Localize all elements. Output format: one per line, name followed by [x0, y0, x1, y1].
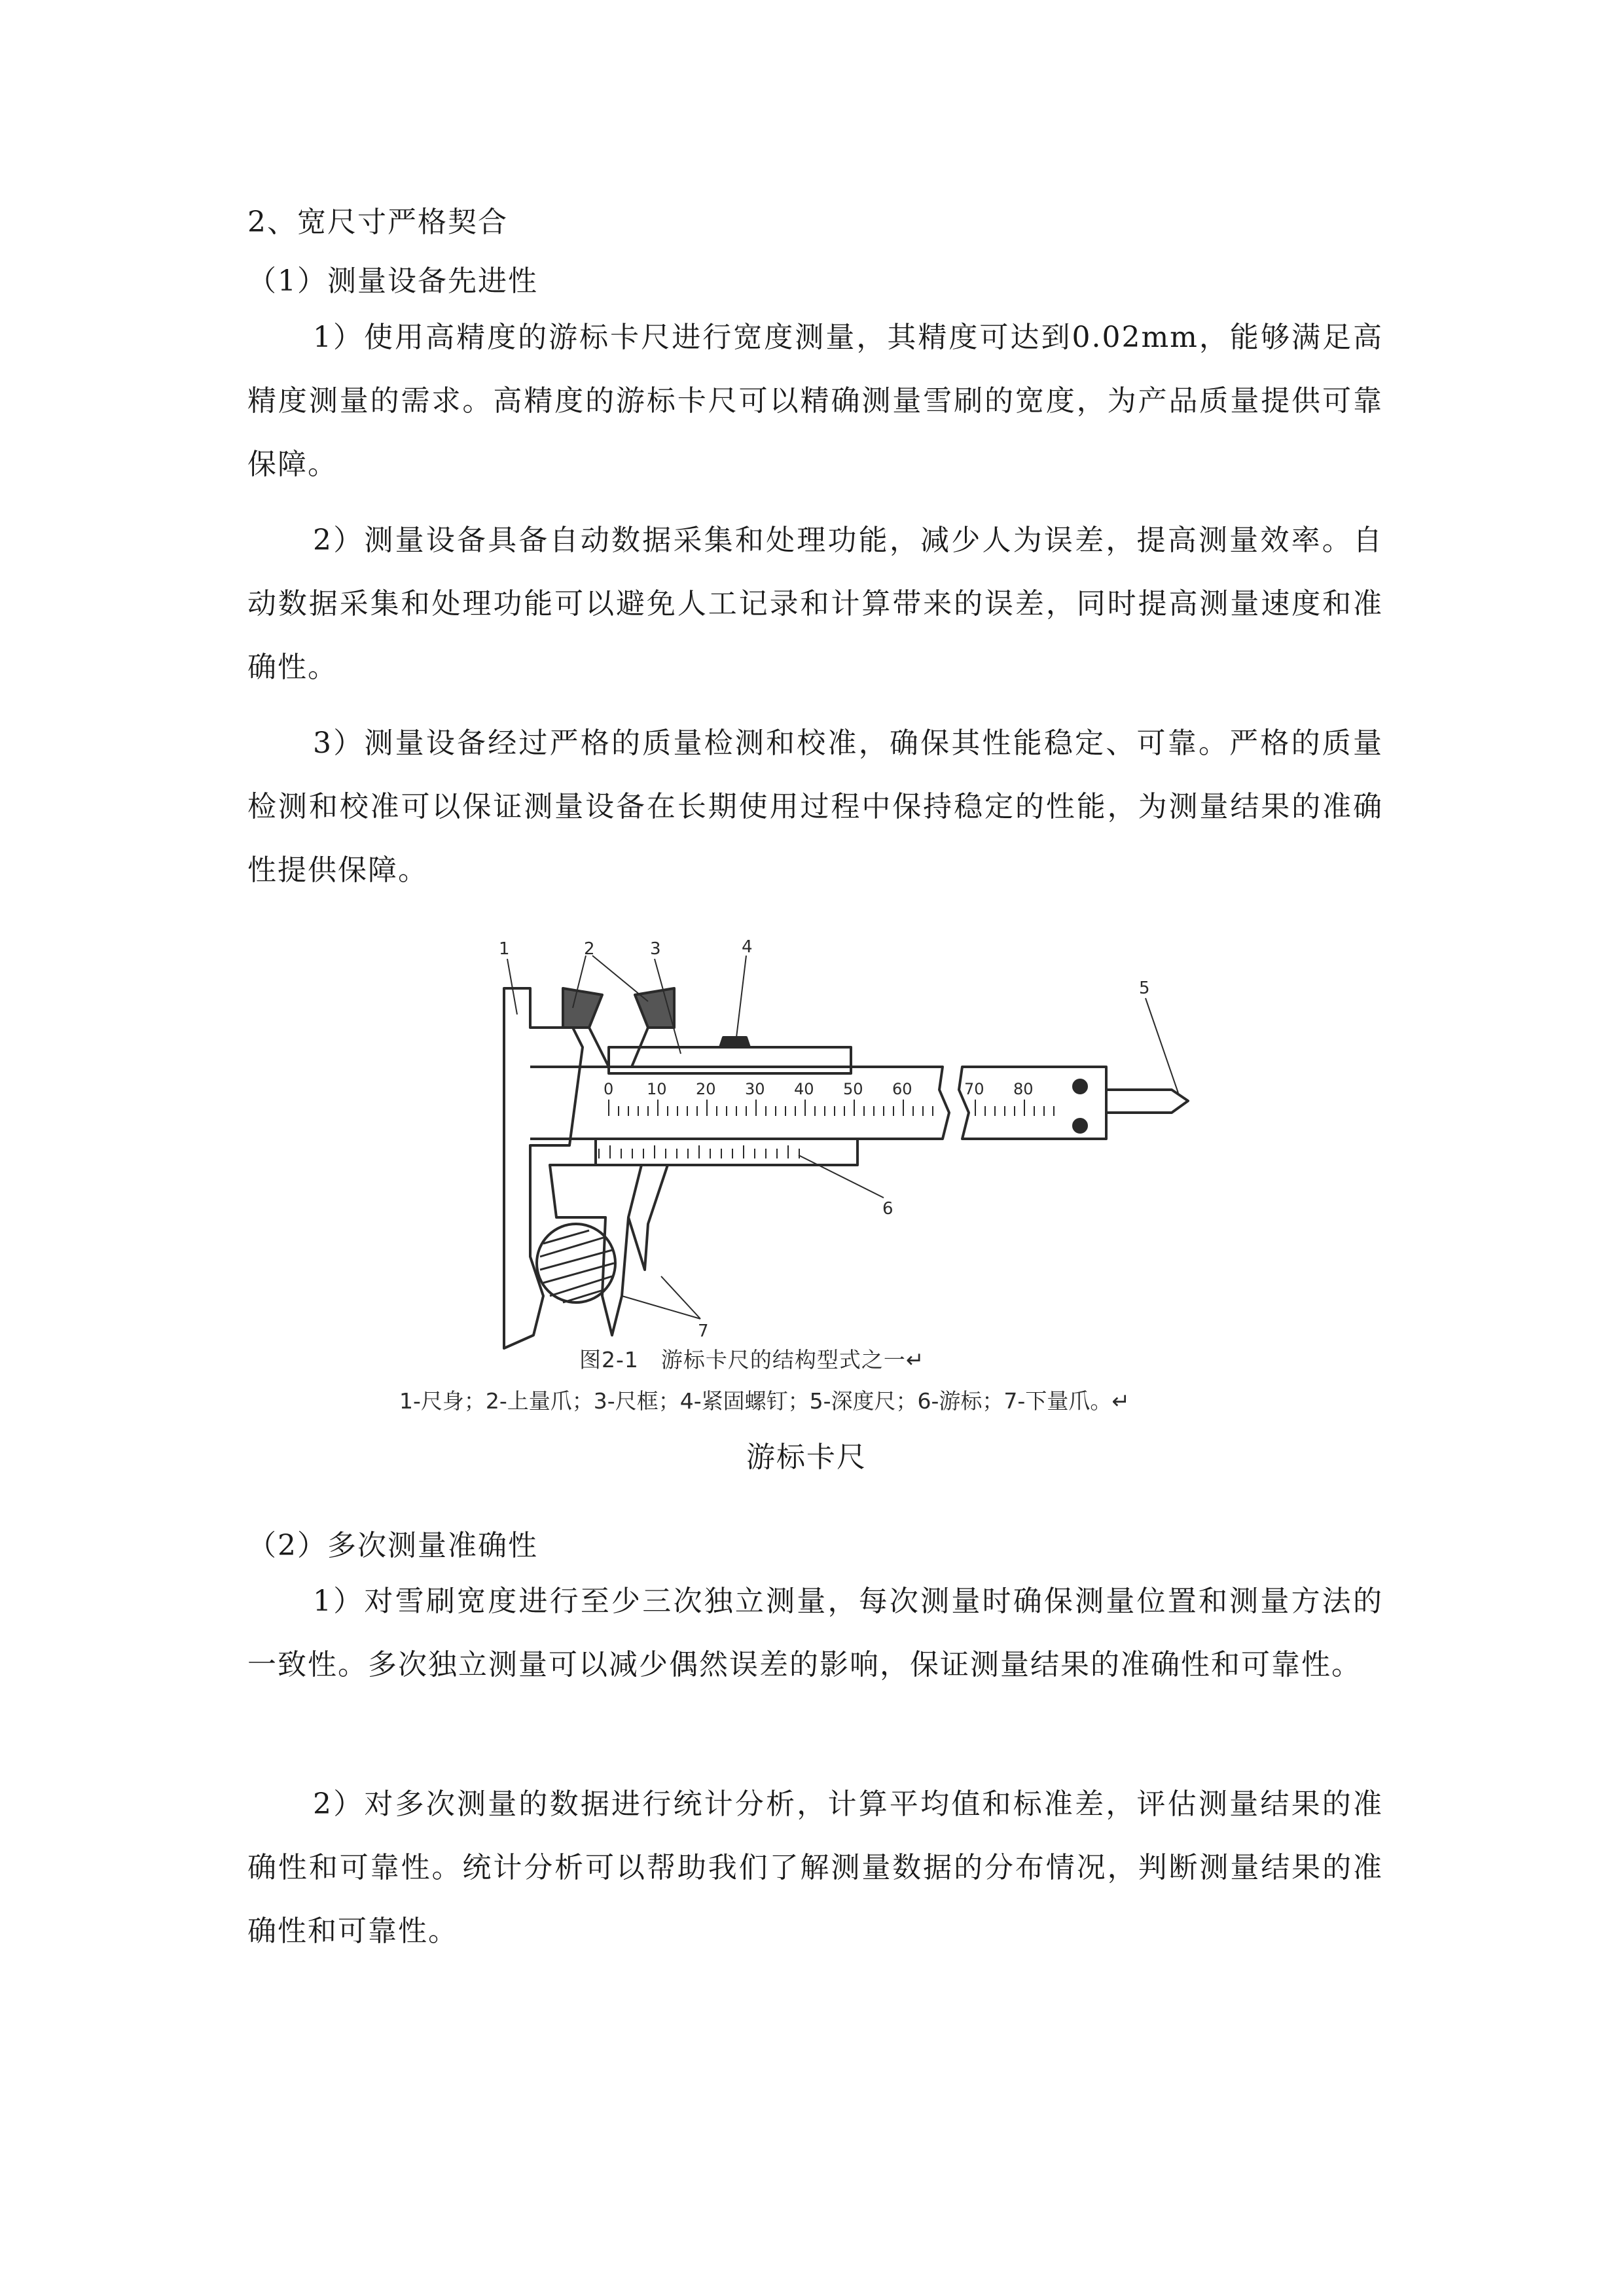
vernier-ticks [599, 1145, 799, 1158]
scale-label-80: 80 [1013, 1080, 1034, 1098]
scale-label-10: 10 [647, 1080, 667, 1098]
subsection-heading-2: （2）多次测量准确性 [247, 1529, 538, 1562]
figure-caption-legend: 1-尺身；2-上量爪；3-尺框；4-紧固螺钉；5-深度尺；6-游标；7-下量爪。↵ [399, 1388, 1130, 1414]
paragraph-2-2: 2）对多次测量的数据进行统计分析，计算平均值和标准差，评估测量结果的准确性和可靠性。统计分析可以帮助我们了解测量数据的分布情况，判断测量结果的准确性和可靠性。 [247, 1787, 1383, 1948]
scale-label-30: 30 [745, 1080, 765, 1098]
depth-rod [1106, 1090, 1188, 1113]
scale-label-40: 40 [794, 1080, 814, 1098]
scale-label-60: 60 [892, 1080, 912, 1098]
main-scale-ticks [599, 1100, 1054, 1158]
scale-label-70: 70 [964, 1080, 984, 1098]
section-heading: 2、宽尺寸严格契合 [247, 206, 508, 239]
figure-caption: 游标卡尺 [746, 1441, 867, 1474]
lower-jaw-slope [628, 1165, 668, 1270]
paragraph-1-2: 2）测量设备具备自动数据采集和处理功能，减少人为误差，提高测量效率。自动数据采集和处理功能可以避免人工记录和计算带来的误差，同时提高测量速度和准确性。 [247, 524, 1383, 684]
slider-frame [609, 1047, 851, 1073]
part-label-1: 1 [499, 939, 510, 959]
rivet-bottom [1074, 1119, 1087, 1132]
upper-jaw-fixed [563, 988, 602, 1028]
rivet-top [1074, 1080, 1087, 1093]
part-label-5: 5 [1139, 978, 1150, 998]
figure-caption-title: 图2-1 游标卡尺的结构型式之一↵ [579, 1347, 925, 1372]
paragraph-2-1: 1）对雪刷宽度进行至少三次独立测量，每次测量时确保测量位置和测量方法的一致性。多次独立测量可以减少偶然误差的影响，保证测量结果的准确性和可靠性。 [247, 1585, 1383, 1681]
scale-label-20: 20 [696, 1080, 716, 1098]
main-scale-body-outline [504, 988, 583, 1348]
locking-screw [720, 1037, 749, 1047]
part-label-4: 4 [742, 937, 753, 957]
paragraph-1-1: 1）使用高精度的游标卡尺进行宽度测量，其精度可达到0.02mm，能够满足高精度测量的需求。高精度的游标卡尺可以精确测量雪刷的宽度，为产品质量提供可靠保障。 [247, 321, 1383, 481]
part-label-3: 3 [650, 939, 661, 959]
scale-labels [604, 1080, 1034, 1098]
subsection-heading-1: （1）测量设备先进性 [247, 264, 538, 298]
part-label-6: 6 [882, 1199, 893, 1219]
vernier-plate [596, 1139, 857, 1165]
vernier-caliper-figure [458, 929, 1244, 1355]
part-label-7: 7 [698, 1321, 709, 1341]
scale-label-50: 50 [843, 1080, 863, 1098]
main-beam [530, 1067, 949, 1139]
paragraph-1-3: 3）测量设备经过严格的质量检测和校准，确保其性能稳定、可靠。严格的质量检测和校准可以保证测量设备在长期使用过程中保持稳定的性能，为测量结果的准确性提供保障。 [247, 726, 1383, 887]
part-label-2: 2 [584, 939, 595, 959]
scale-label-0: 0 [604, 1080, 614, 1098]
